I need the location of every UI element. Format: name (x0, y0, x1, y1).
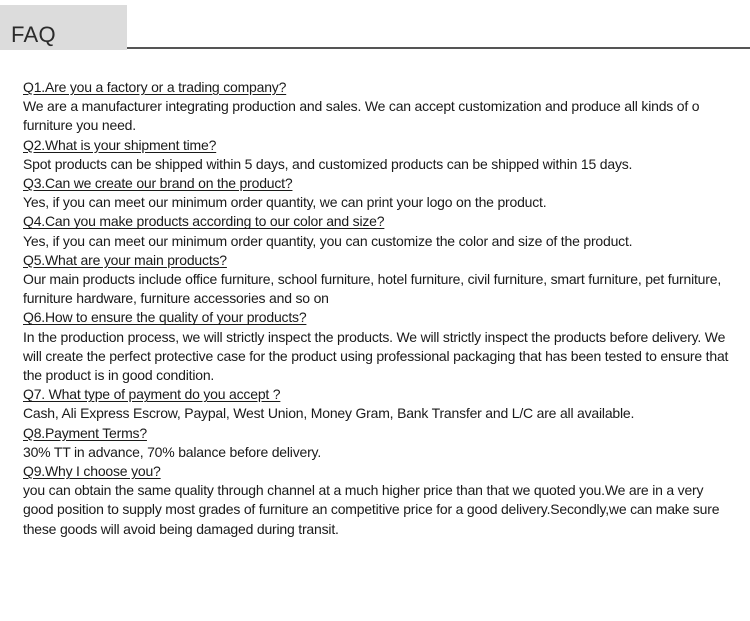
faq-item-q8 (23, 424, 735, 462)
page-title: FAQ (11, 22, 56, 47)
faq-answer: Yes, if you can meet our minimum order quantity, we can print your logo on the product. (23, 194, 547, 211)
faq-answer: Spot products can be shipped within 5 days, and customized products can be shipped within 15 days. (23, 155, 633, 172)
faq-answer: you can obtain the same quality through channel at a much higher price than that we quoted you.We are in a very good position to supply most grades of furniture an competitive price for a good delivery.Secondly,we can make sure these goods will avoid being damaged during transit. (23, 482, 720, 537)
faq-title-tab (0, 5, 127, 50)
faq-item-q3 (23, 174, 735, 212)
faq-item-q1 (23, 78, 735, 136)
faq-question: Q6.How to ensure the quality of your products? (23, 309, 307, 326)
faq-question: Q5.What are your main products? (23, 251, 227, 268)
faq-question: Q2.What is your shipment time? (23, 136, 217, 153)
faq-question: Q4.Can you make products according to our color and size? (23, 213, 385, 230)
faq-list (23, 78, 735, 539)
faq-header (0, 0, 750, 52)
faq-answer: 30% TT in advance, 70% balance before delivery. (23, 443, 322, 460)
faq-answer: Yes, if you can meet our minimum order quantity, you can customize the color and size of the product. (23, 232, 633, 249)
faq-question: Q3.Can we create our brand on the product? (23, 175, 293, 192)
faq-answer: We are a manufacturer integrating production and sales. We can accept customization and produce all kinds of o furniture you need. (23, 98, 700, 134)
faq-question: Q9.Why I choose you? (23, 463, 161, 480)
faq-item-q7 (23, 385, 735, 423)
faq-item-q4 (23, 212, 735, 250)
faq-question: Q8.Payment Terms? (23, 424, 147, 441)
faq-answer: Our main products include office furniture, school furniture, hotel furniture, civil furniture, smart furniture, pet furniture, furniture hardware, furniture accessories and so on (23, 271, 722, 307)
faq-answer: Cash, Ali Express Escrow, Paypal, West Union, Money Gram, Bank Transfer and L/C are all available. (23, 405, 635, 422)
faq-item-q6 (23, 308, 735, 385)
faq-item-q2 (23, 136, 735, 174)
header-divider (127, 47, 750, 49)
faq-answer: In the production process, we will strictly inspect the products. We will strictly inspect the products before delivery. We will create the perfect protective case for the product using professional packaging that has been tested to ensure that the product is in good condition. (23, 328, 729, 384)
faq-question: Q1.Are you a factory or a trading company? (23, 79, 287, 95)
faq-question: Q7. What type of payment do you accept ? (23, 386, 281, 403)
faq-item-q5 (23, 251, 735, 309)
faq-item-q9 (23, 462, 735, 539)
